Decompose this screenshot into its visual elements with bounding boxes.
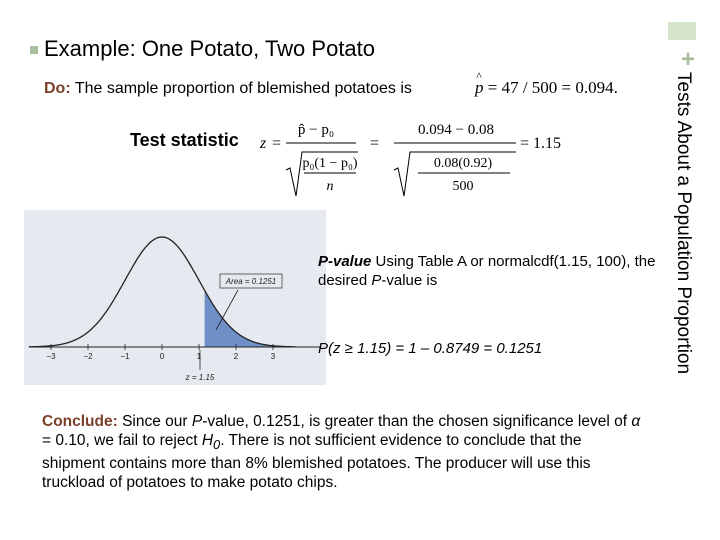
conclude-h-sub: 0	[213, 437, 221, 453]
area-label: Area = 0.1251	[225, 277, 277, 286]
pvalue-text2: -value is	[381, 272, 438, 289]
formula-result: = 1.15	[520, 135, 562, 152]
formula-eq2: =	[370, 135, 380, 152]
do-text: The sample proportion of blemished potatoes is	[70, 80, 412, 97]
formula-den2: 0.08(0.92)	[433, 156, 493, 171]
formula-z: z	[260, 135, 267, 152]
phat-var: ^ p	[475, 78, 484, 98]
slide-title: Example: One Potato, Two Potato	[44, 36, 376, 61]
conclude-t1: Since our	[117, 413, 192, 430]
side-accent-bar	[668, 22, 696, 40]
axis-tick-label: −3	[46, 352, 56, 361]
formula-den1: p₀(1 − p₀)	[302, 156, 358, 171]
axis-tick-label: 1	[196, 352, 202, 361]
conclude-p: P	[191, 413, 203, 430]
conclude-label: Conclude:	[42, 413, 118, 430]
pvalue-equation: P(z ≥ 1.15) = 1 – 0.8749 = 0.1251	[318, 340, 543, 357]
pvalue-p: P	[371, 272, 382, 289]
conclude-text	[42, 412, 642, 492]
test-statistic-formula	[258, 112, 568, 202]
z-label: z = 1.15	[185, 373, 215, 382]
axis-tick-label: 3	[270, 352, 276, 361]
pvalue-text	[318, 252, 658, 290]
axis-tick-label: 2	[233, 352, 239, 361]
axis-tick-label: −1	[120, 352, 130, 361]
normal-curve-graph	[24, 210, 326, 385]
formula-den1-n: n	[326, 179, 334, 194]
plus-icon: +	[681, 46, 696, 73]
test-statistic-label: Test statistic	[130, 130, 239, 150]
normal-curve	[29, 237, 295, 347]
pvalue-label: P-value	[318, 253, 372, 270]
normal-curve-svg	[24, 210, 326, 385]
do-label: Do:	[44, 80, 71, 97]
formula-num1: p̂ − p₀	[297, 122, 335, 138]
pvalue-text1: Using Table A or normalcdf(1.15, 100), the desired	[318, 253, 656, 289]
formula-den2-n: 500	[452, 179, 474, 194]
formula-num2: 0.094 − 0.08	[418, 122, 494, 138]
axis-tick-label: 0	[159, 352, 165, 361]
conclude-h: H	[201, 432, 214, 449]
phat-expression	[475, 78, 618, 98]
conclude-t2: -value, 0.1251, is greater than the chosen significance level of	[202, 413, 632, 430]
title-bullet	[30, 46, 38, 54]
formula-eq1: =	[272, 135, 282, 152]
conclude-t4: . There is not sufficient evidence to conclude that the shipment contains more than 8% blemished potatoes. The producer will use this truckload of potatoes to make potato chips.	[42, 432, 591, 492]
do-line	[44, 80, 412, 98]
conclude-t3: = 0.10, we fail to reject	[42, 432, 202, 449]
side-label: Tests About a Population Proportion	[673, 72, 694, 375]
phat-rest: = 47 / 500 = 0.094.	[483, 78, 618, 97]
conclude-alpha: α	[631, 413, 641, 430]
axis-tick-label: −2	[83, 352, 93, 361]
tail-area	[205, 290, 296, 347]
